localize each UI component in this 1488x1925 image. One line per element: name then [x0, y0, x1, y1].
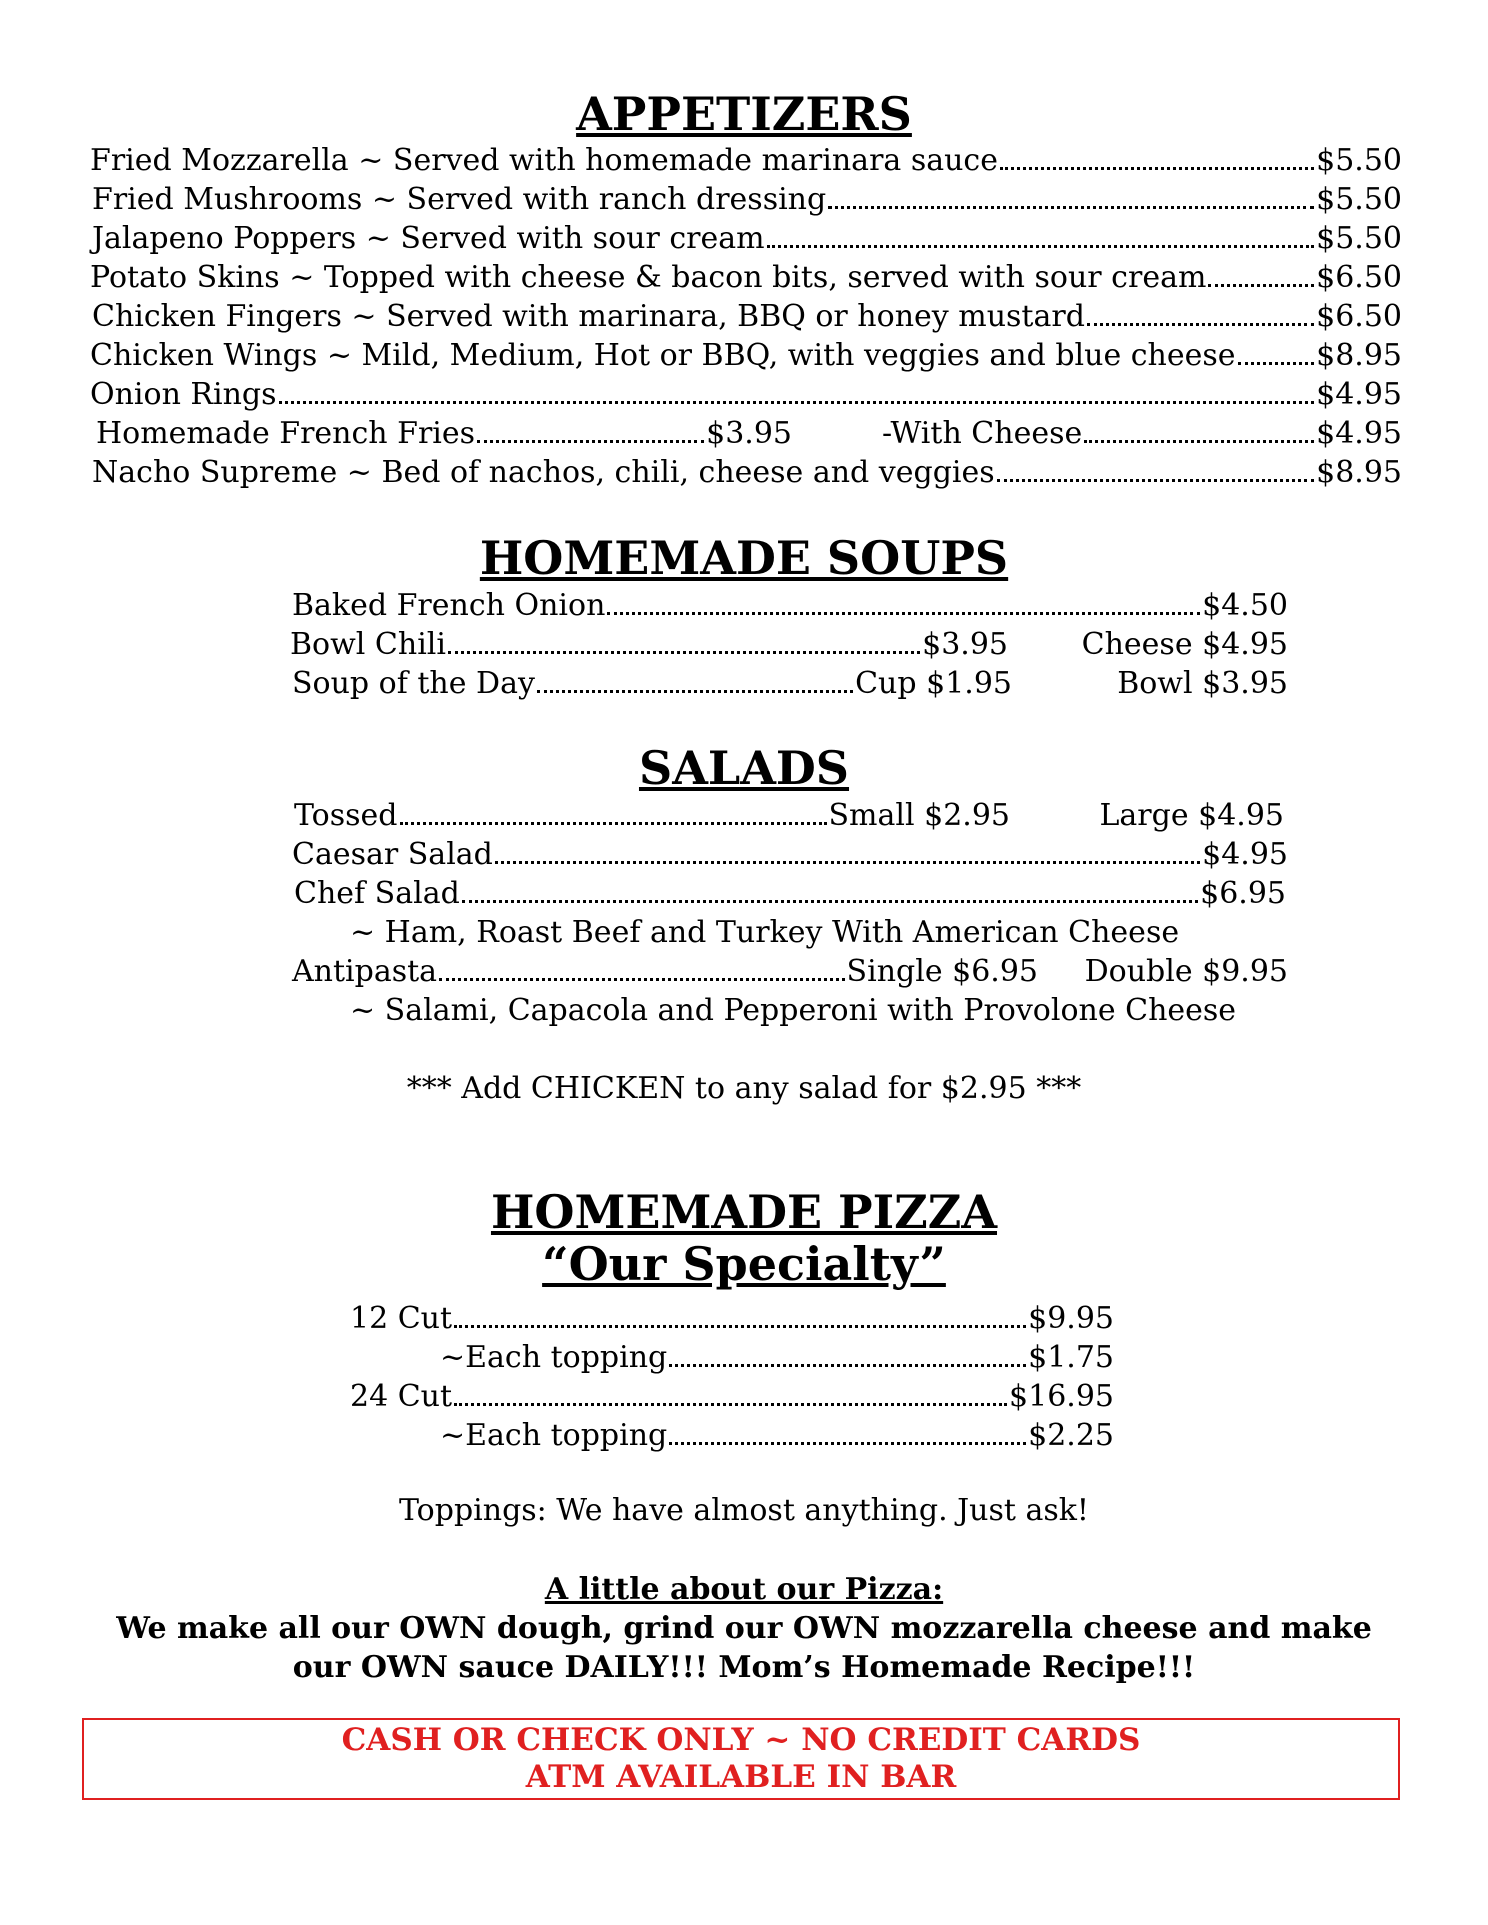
pizza-subtitle: “Our Specialty”: [542, 1237, 946, 1291]
menu-item: [90, 260, 1402, 296]
menu-item: [440, 1418, 1114, 1454]
item-option: Bowl $3.95: [1117, 666, 1288, 701]
item-name: ~Each topping: [440, 1340, 668, 1375]
item-name: Onion Rings: [90, 377, 277, 412]
item-option: Cheese $4.95: [1081, 627, 1288, 662]
menu-item: [92, 455, 1402, 491]
menu-item: [292, 588, 1288, 624]
item-description: [350, 915, 1179, 951]
item-price: $8.95: [1316, 455, 1402, 490]
item-option: Double $9.95: [1084, 954, 1288, 989]
menu-item: [90, 143, 1402, 179]
item-name: Nacho Supreme ~ Bed of nachos, chili, cheese and veggies: [92, 455, 995, 490]
menu-item: [92, 299, 1402, 335]
menu-item: [294, 798, 1284, 834]
payment-notice-line-2: ATM AVAILABLE IN BAR: [525, 1759, 957, 1795]
item-price: $3.95: [706, 416, 792, 451]
item-price: $5.50: [1316, 221, 1402, 256]
item-price: Single $6.95: [846, 954, 1038, 989]
menu-item: [440, 1340, 1114, 1376]
item-name: Fried Mushrooms ~ Served with ranch dressing: [92, 182, 827, 217]
payment-notice-line-1: CASH OR CHECK ONLY ~ NO CREDIT CARDS: [341, 1722, 1141, 1758]
payment-notice: [82, 1718, 1400, 1800]
item-price: $2.25: [1028, 1418, 1114, 1453]
item-price: Cup $1.95: [855, 666, 1012, 701]
item-price: $4.50: [1202, 588, 1288, 623]
item-price: $8.95: [1316, 338, 1402, 373]
menu-item: [92, 221, 1402, 257]
item-price: $3.95: [922, 627, 1008, 662]
item-name: Jalapeno Poppers ~ Served with sour cream: [92, 221, 765, 256]
menu-item: [292, 837, 1288, 873]
antipasta-note: ~ Salami, Capacola and Pepperoni with Provolone Cheese: [350, 993, 1237, 1028]
about-heading: A little about our Pizza:: [544, 1572, 944, 1607]
item-option: Large $4.95: [1099, 798, 1284, 833]
appetizers-heading: APPETIZERS: [576, 87, 912, 141]
item-name: Antipasta: [292, 954, 438, 989]
item-price: Small $2.95: [828, 798, 1010, 833]
item-price: $5.50: [1316, 143, 1402, 178]
item-option-name: -With Cheese: [882, 416, 1083, 451]
item-name: Homemade French Fries: [96, 416, 476, 451]
menu-item: [350, 1301, 1114, 1337]
item-name: Baked French Onion: [292, 588, 606, 623]
item-price: $6.50: [1316, 260, 1402, 295]
menu-item: [294, 876, 1286, 912]
item-price: $5.50: [1316, 182, 1402, 217]
item-name: Fried Mozzarella ~ Served with homemade marinara sauce: [90, 143, 998, 178]
menu-item: [290, 627, 1288, 663]
about-line-2: our OWN sauce DAILY!!! Mom’s Homemade Recipe!!!: [292, 1650, 1196, 1685]
item-price: $16.95: [1009, 1379, 1114, 1414]
pizza-heading: HOMEMADE PIZZA: [490, 1185, 998, 1239]
item-price: $9.95: [1028, 1301, 1114, 1336]
item-price: $4.95: [1316, 377, 1402, 412]
menu-item: [96, 416, 1402, 452]
item-price: $6.95: [1200, 876, 1286, 911]
add-chicken-note: *** Add CHICKEN to any salad for $2.95 ***: [406, 1071, 1082, 1106]
item-name: Tossed: [294, 798, 398, 833]
item-name: Chef Salad: [294, 876, 460, 911]
item-price: $6.50: [1316, 299, 1402, 334]
item-price: $4.95: [1202, 837, 1288, 872]
salads-heading: SALADS: [638, 741, 850, 795]
soups-heading: HOMEMADE SOUPS: [479, 531, 1009, 585]
menu-item: [292, 666, 1288, 702]
menu-item: [90, 338, 1402, 374]
item-name: Caesar Salad: [292, 837, 493, 872]
menu-item: [92, 182, 1402, 218]
item-name: Chicken Wings ~ Mild, Medium, Hot or BBQ, with veggies and blue cheese: [90, 338, 1236, 373]
about-line-1: We make all our OWN dough, grind our OWN mozzarella cheese and make: [116, 1611, 1372, 1646]
item-name: Potato Skins ~ Topped with cheese & bacon bits, served with sour cream: [90, 260, 1207, 295]
item-name: Chicken Fingers ~ Served with marinara, BBQ or honey mustard: [92, 299, 1085, 334]
item-option-price: $4.95: [1316, 416, 1402, 451]
item-name: 12 Cut: [350, 1301, 453, 1336]
item-price: $1.75: [1028, 1340, 1114, 1375]
toppings-note: Toppings: We have almost anything. Just ask!: [399, 1493, 1089, 1528]
menu-item: [350, 1379, 1114, 1415]
item-name: ~Each topping: [440, 1418, 668, 1453]
item-name: 24 Cut: [350, 1379, 453, 1414]
item-description: [350, 993, 1236, 1029]
item-name: Bowl Chili: [290, 627, 446, 662]
menu-item: [90, 377, 1402, 413]
item-name: Soup of the Day: [292, 666, 535, 701]
chef-salad-note: ~ Ham, Roast Beef and Turkey With American Cheese: [350, 915, 1180, 950]
menu-item: [292, 954, 1288, 990]
